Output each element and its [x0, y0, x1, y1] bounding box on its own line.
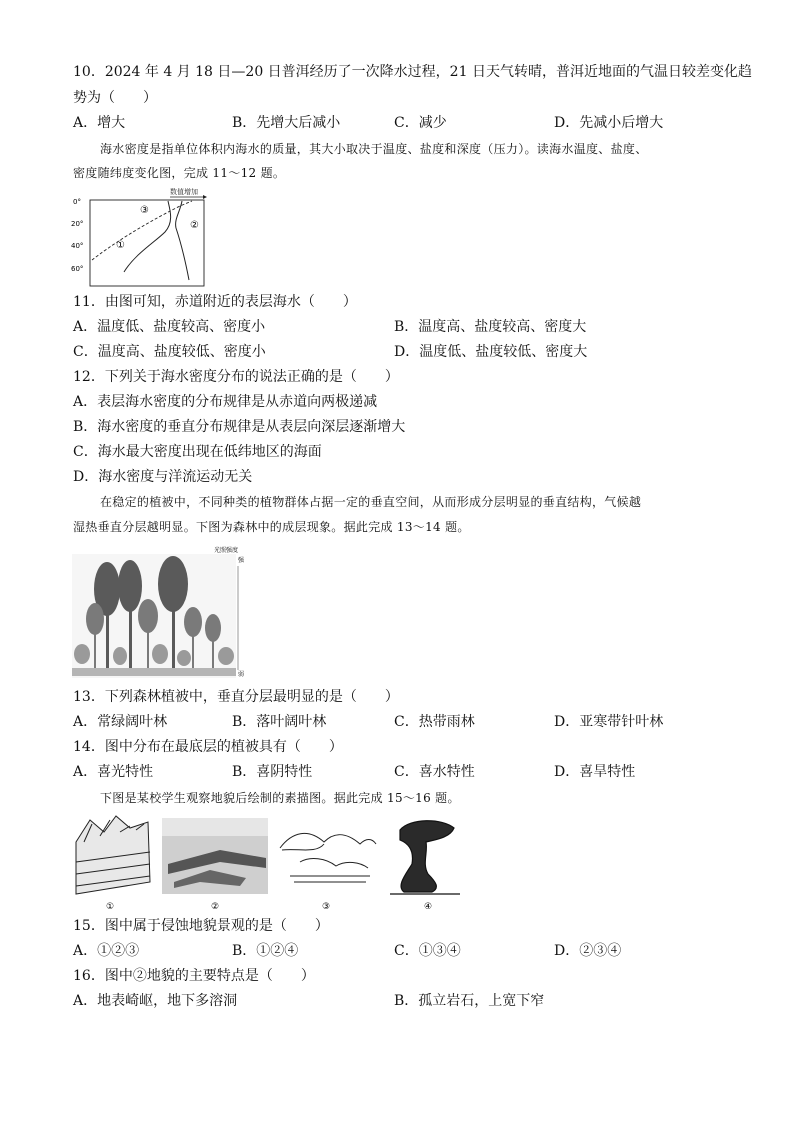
landform-sketch-2 — [162, 818, 268, 894]
seawater-figure — [70, 184, 210, 288]
forest-layering-figure — [72, 544, 250, 680]
light-intensity-label: 光照强度 — [214, 547, 239, 554]
q13-option-d[interactable]: D．亚寒带针叶林 — [554, 714, 664, 730]
q10-stem-line1: 10．2024 年 4 月 18 日—20 日普洱经历了一次降水过程，21 日天气转晴，普洱近地面的气温日较差变化趋 — [73, 64, 752, 80]
q12-option-c[interactable]: C．海水最大密度出现在低纬地区的海面 — [73, 444, 322, 460]
q11-option-a[interactable]: A．温度低、盐度较高、密度小 — [73, 319, 266, 335]
herb-layer — [72, 668, 236, 676]
intro-13-14-line1: 在稳定的植被中，不同种类的植物群体占据一定的垂直空间，从而形成分层明显的垂直结构，气候越 — [100, 495, 642, 509]
q12-stem: 12．下列关于海水密度分布的说法正确的是（ ） — [73, 369, 399, 385]
q15-option-c[interactable]: C．①③④ — [394, 943, 461, 959]
q11-option-c[interactable]: C．温度高、盐度较低、密度小 — [73, 344, 266, 360]
lat-tick-0: 0° — [73, 198, 81, 206]
q15-option-b[interactable]: B．①②④ — [232, 943, 299, 959]
figure-axis-label: 数值增加 — [170, 188, 198, 196]
q12-option-d[interactable]: D．海水密度与洋流运动无关 — [73, 469, 253, 485]
q10-option-c[interactable]: C．减少 — [394, 115, 447, 131]
q16-option-b[interactable]: B．孤立岩石，上宽下窄 — [394, 993, 545, 1009]
landform-sketch-1 — [76, 816, 150, 894]
q14-option-a[interactable]: A．喜光特性 — [73, 764, 154, 780]
q10-option-d[interactable]: D．先减小后增大 — [554, 115, 664, 131]
q10-stem-line2: 势为（ ） — [73, 90, 157, 106]
q15-option-a[interactable]: A．①②③ — [73, 943, 140, 959]
q15-stem: 15．图中属于侵蚀地貌景观的是（ ） — [73, 918, 329, 934]
q14-option-b[interactable]: B．喜阴特性 — [232, 764, 313, 780]
curve-3-marker: ③ — [140, 205, 149, 216]
light-weak-label: 弱 — [238, 671, 245, 678]
q13-option-c[interactable]: C．热带雨林 — [394, 714, 475, 730]
lat-tick-40: 40° — [71, 242, 84, 250]
q14-option-d[interactable]: D．喜旱特性 — [554, 764, 636, 780]
landform-label-4: ④ — [423, 902, 433, 912]
intro-13-14-line2: 湿热垂直分层越明显。下图为森林中的成层现象。据此完成 13～14 题。 — [73, 520, 470, 534]
intro-15-16: 下图是某校学生观察地貌后绘制的素描图。据此完成 15～16 题。 — [100, 791, 460, 805]
q11-stem: 11．由图可知，赤道附近的表层海水（ ） — [73, 294, 357, 310]
landform-label-2: ② — [210, 902, 220, 912]
lat-tick-20: 20° — [71, 220, 84, 228]
q10-option-b[interactable]: B．先增大后减小 — [232, 115, 341, 131]
intro-11-12-line1: 海水密度是指单位体积内海水的质量，其大小取决于温度、盐度和深度（压力）。读海水温度、盐度、 — [100, 142, 648, 156]
q12-option-a[interactable]: A．表层海水密度的分布规律是从赤道向两极递减 — [73, 394, 378, 410]
q12-option-b[interactable]: B．海水密度的垂直分布规律是从表层向深层逐渐增大 — [73, 419, 406, 435]
landform-sketch-4 — [390, 821, 460, 894]
curve-1-marker: ① — [116, 240, 125, 251]
q13-option-a[interactable]: A．常绿阔叶林 — [73, 714, 168, 730]
curve-2 — [176, 201, 189, 280]
landform-sketch-3 — [280, 833, 376, 882]
intro-11-12-line2: 密度随纬度变化图，完成 11～12 题。 — [73, 166, 286, 180]
landform-label-1: ① — [105, 902, 115, 912]
q14-stem: 14．图中分布在最底层的植被具有（ ） — [73, 739, 343, 755]
light-strong-label: 强 — [238, 557, 245, 564]
landform-label-3: ③ — [321, 902, 331, 912]
q14-option-c[interactable]: C．喜水特性 — [394, 764, 475, 780]
q10-option-a[interactable]: A．增大 — [73, 115, 126, 131]
q11-option-d[interactable]: D．温度低、盐度较低、密度大 — [394, 344, 588, 360]
curve-2-marker: ② — [190, 220, 199, 231]
q16-stem: 16．图中②地貌的主要特点是（ ） — [73, 968, 315, 984]
landform-sketches-figure — [70, 812, 474, 912]
lat-tick-60: 60° — [71, 265, 84, 273]
q16-option-a[interactable]: A．地表崎岖，地下多溶洞 — [73, 993, 238, 1009]
axis-arrow-head — [203, 195, 207, 199]
q13-option-b[interactable]: B．落叶阔叶林 — [232, 714, 327, 730]
q15-option-d[interactable]: D．②③④ — [554, 943, 622, 959]
q13-stem: 13．下列森林植被中，垂直分层最明显的是（ ） — [73, 689, 399, 705]
q11-option-b[interactable]: B．温度高、盐度较高、密度大 — [394, 319, 587, 335]
